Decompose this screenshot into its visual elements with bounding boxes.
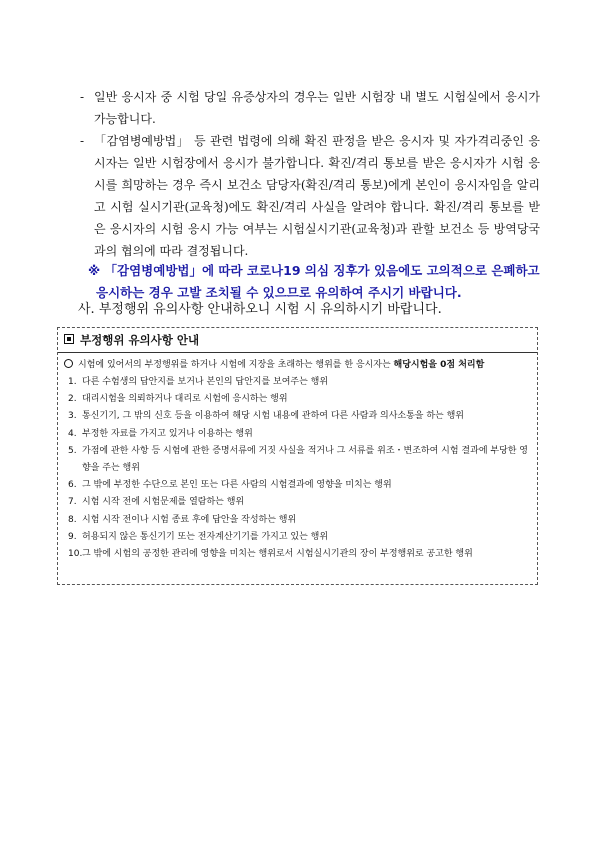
item-text: 허용되지 않은 통신기기 또는 전자계산기기를 가지고 있는 행위 (82, 531, 329, 542)
item-text: 그 밖에 시험의 공정한 관리에 영향을 미치는 행위로서 시험실시기관의 장이 부정행위로 공고한 행위 (82, 549, 473, 560)
item-number: 3. (68, 411, 77, 422)
bullet-text: 「감염병예방법」 등 관련 법령에 의해 확진 판정을 받은 응시자 및 자가격리중인 응시자는 일반 시험장에서 응시가 불가합니다. 확진/격리 통보를 받은 응시자가 시험 응시를 희망하는 경우 즉시 보건소 담당자(확진/격리 통보)에게 본인이 응시자임을 알리고 시험 실시기관(교육청)에도 확진/격리 사실을 알려야 합니다. 확진/격리 통보를 받은 응시자의 시험 응시 가능 여부는 시험실시기관(교육청)과 관할 보건소 등 방역당국과의 협의에 따라 결정됩니다. (94, 134, 540, 258)
item-number: 10. (68, 549, 83, 560)
section-heading: 사. 부정행위 유의사항 안내하오니 시험 시 유의하시기 바랍니다. (78, 302, 442, 317)
item-number: 7. (68, 497, 77, 508)
list-item (68, 477, 533, 494)
list-item (68, 374, 533, 391)
box-title-text: 부정행위 유의사항 안내 (80, 333, 200, 347)
list-item (68, 426, 533, 443)
item-number: 8. (68, 514, 77, 525)
item-number: 5. (68, 445, 77, 456)
item-number: 6. (68, 480, 77, 491)
item-text: 가점에 관한 사항 등 시험에 관한 증명서류에 거짓 사실을 적거나 그 서류를 위조・변조하여 시험 결과에 부당한 영향을 주는 행위 (82, 445, 529, 474)
misconduct-guide-box (57, 327, 538, 585)
list-item (68, 529, 533, 546)
list-item (68, 443, 533, 477)
bullet-item-1 (80, 86, 540, 130)
list-item (68, 546, 533, 563)
bullet-item-2 (80, 130, 540, 262)
intro-highlight: 해당시험을 0점 처리함 (393, 360, 485, 370)
square-bullet-icon (64, 334, 74, 344)
notice-line-2: 응시하는 경우 고발 조치될 수 있으므로 유의하여 주시기 바랍니다. (96, 285, 462, 300)
item-number: 2. (68, 394, 77, 405)
bullet-dash: - (80, 134, 85, 148)
warning-notice (88, 260, 543, 304)
bullet-dash: - (80, 90, 85, 104)
circle-bullet-icon (64, 359, 73, 368)
item-text: 시험 시작 전에 시험문제를 열람하는 행위 (82, 497, 245, 508)
list-item (68, 408, 533, 425)
item-number: 1. (68, 377, 77, 387)
item-text: 그 밖에 부정한 수단으로 본인 또는 다른 사람의 시험결과에 영향을 미치는 행위 (82, 480, 392, 491)
item-text: 통신기기, 그 밖의 신호 등을 이용하여 해당 시험 내용에 관하여 다른 사람과 의사소통을 하는 행위 (82, 411, 464, 422)
item-number: 9. (68, 531, 77, 542)
intro-text: 시험에 있어서의 부정행위를 하거나 시험에 지장을 초래하는 행위를 한 응시자는 (78, 360, 394, 370)
misconduct-list (58, 374, 537, 563)
item-number: 4. (68, 428, 77, 439)
note-mark: ※ (88, 263, 101, 278)
item-text: 다른 수험생의 답안지를 보거나 본인의 답안지를 보여주는 행위 (82, 377, 329, 387)
box-intro (58, 353, 537, 374)
box-title (58, 328, 537, 353)
item-text: 부정한 자료를 가지고 있거나 이용하는 행위 (82, 428, 253, 439)
notice-line-1: 「감염병예방법」에 따라 코로나19 의심 징후가 있음에도 고의적으로 은폐하고 (104, 263, 540, 278)
list-item (68, 512, 533, 529)
bullet-text: 일반 응시자 중 시험 당일 유증상자의 경우는 일반 시험장 내 별도 시험실에서 응시가 가능합니다. (94, 90, 540, 126)
item-text: 대리시험을 의뢰하거나 대리로 시험에 응시하는 행위 (82, 394, 288, 405)
list-item (68, 391, 533, 408)
item-text: 시험 시작 전이나 시험 종료 후에 답안을 작성하는 행위 (82, 514, 297, 525)
list-item (68, 494, 533, 511)
